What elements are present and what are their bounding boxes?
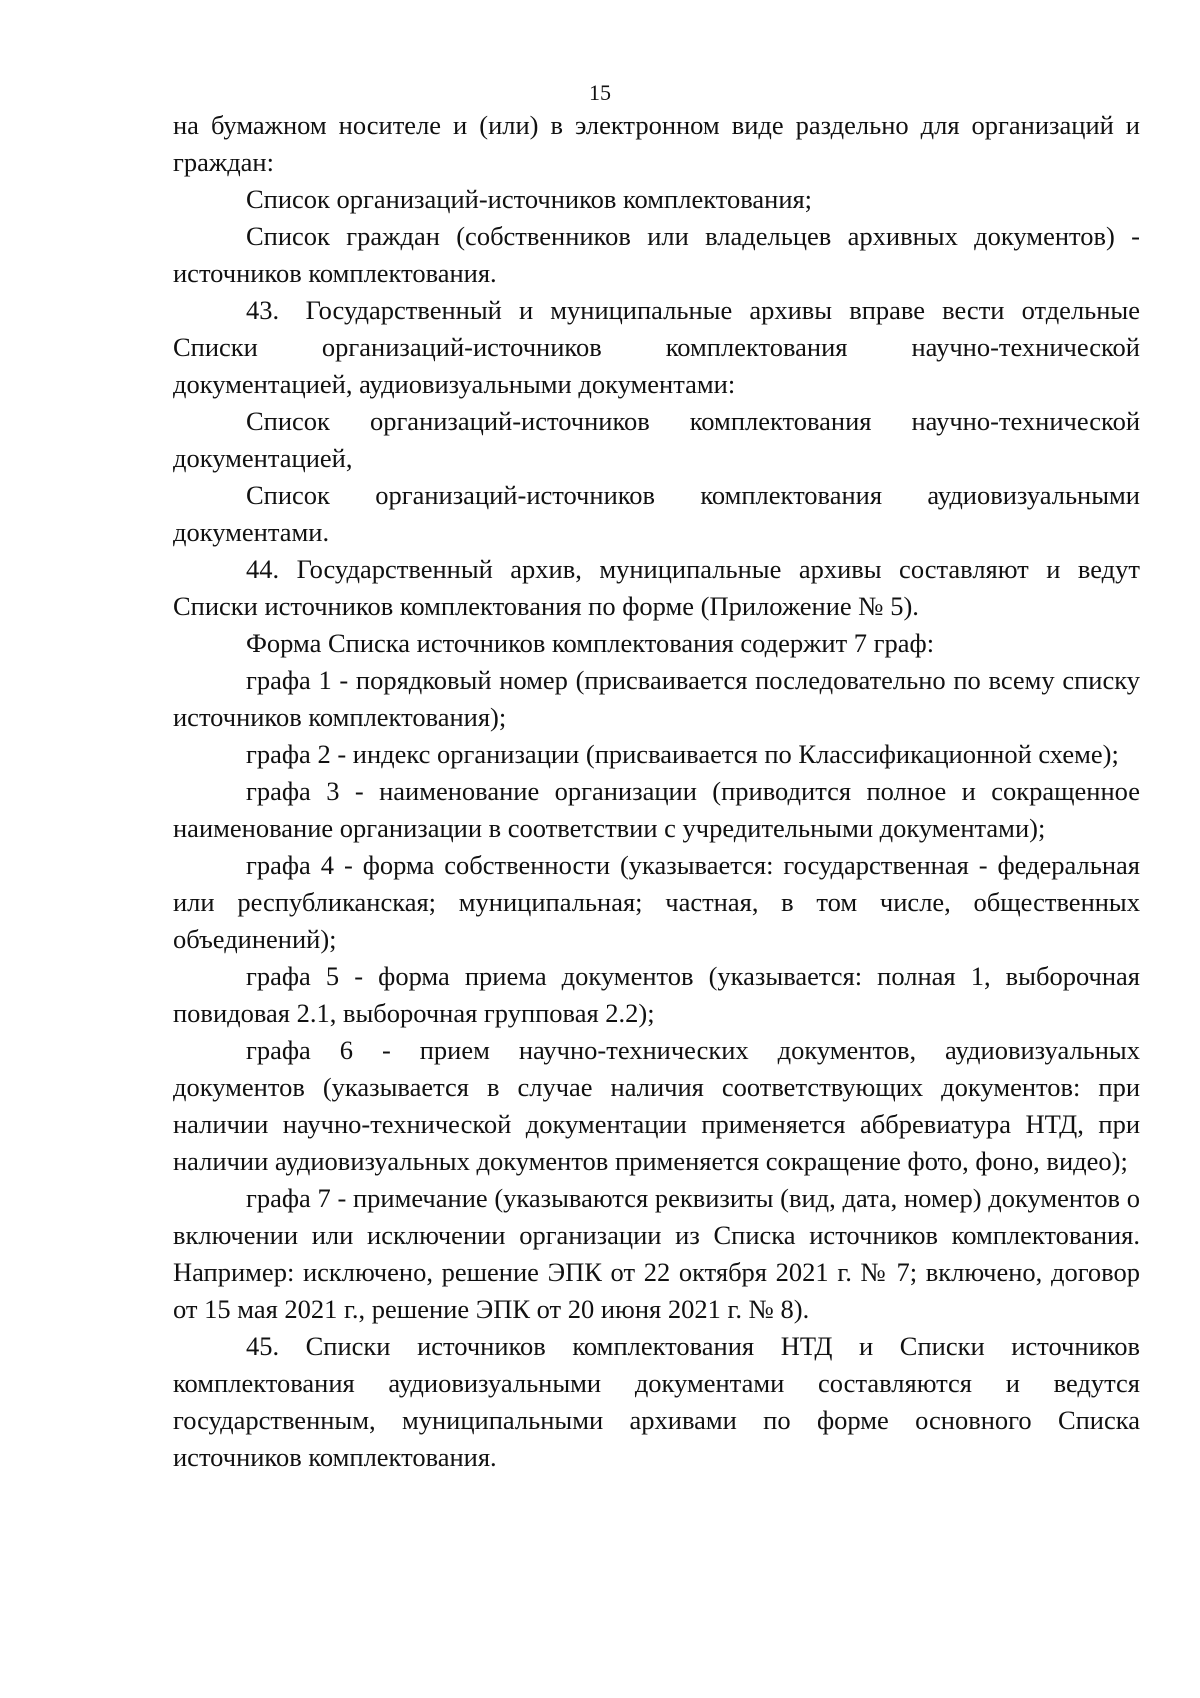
paragraph-column-5: графа 5 - форма приема документов (указывается: полная 1, выборочная повидовая 2.1, выборочная групповая 2.2);	[173, 961, 1140, 1028]
page-number: 15	[589, 80, 611, 105]
paragraph-column-2: графа 2 - индекс организации (присваивается по Классификационной схеме);	[246, 739, 1119, 769]
paragraph-column-4: графа 4 - форма собственности (указывается: государственная - федеральная или республиканская; муниципальная; частная, в том числе, общественных объединений);	[173, 850, 1140, 954]
paragraph-column-6: графа 6 - прием научно-технических документов, аудиовизуальных документов (указывается в случае наличия соответствующих документов: при наличии научно-технической документации применяется аббревиатура НТД, при наличии аудиовизуальных документов применяется сокращение фото, фоно, видео);	[173, 1035, 1140, 1176]
paragraph-column-3: графа 3 - наименование организации (приводится полное и сокращенное наименование организации в соответствии с учредительными документами);	[173, 776, 1140, 843]
paragraph-item-43: 43. Государственный и муниципальные архивы вправе вести отдельные Списки организаций-источников комплектования научно-технической документацией, аудиовизуальными документами:	[173, 295, 1140, 399]
paragraph-column-7: графа 7 - примечание (указываются реквизиты (вид, дата, номер) документов о включении или исключении организации из Списка источников комплектования. Например: исключено, решение ЭПК от 22 октября 2021 г. № 7; включено, договор от 15 мая 2021 г., решение ЭПК от 20 июня 2021 г. № 8).	[173, 1183, 1140, 1324]
paragraph-item-44: 44. Государственный архив, муниципальные архивы составляют и ведут Списки источников комплектования по форме (Приложение № 5).	[173, 554, 1140, 621]
paragraph-column-1: графа 1 - порядковый номер (присваивается последовательно по всему списку источников комплектования);	[173, 665, 1140, 732]
paragraph-list-organizations: Список организаций-источников комплектования;	[246, 184, 813, 214]
paragraph-list-ntd: Список организаций-источников комплектования научно-технической документацией,	[173, 406, 1140, 473]
document-body	[173, 107, 1140, 1476]
paragraph-intro-continuation: на бумажном носителе и (или) в электронном виде раздельно для организаций и граждан:	[173, 110, 1140, 177]
paragraph-item-45: 45. Списки источников комплектования НТД и Списки источников комплектования аудиовизуальными документами составляются и ведутся государственным, муниципальными архивами по форме основного Списка источников комплектования.	[173, 1331, 1140, 1472]
paragraph-list-audiovisual: Список организаций-источников комплектования аудиовизуальными документами.	[173, 480, 1140, 547]
paragraph-form-columns: Форма Списка источников комплектования содержит 7 граф:	[246, 628, 935, 658]
paragraph-list-citizens: Список граждан (собственников или владельцев архивных документов) - источников комплектования.	[173, 221, 1140, 288]
